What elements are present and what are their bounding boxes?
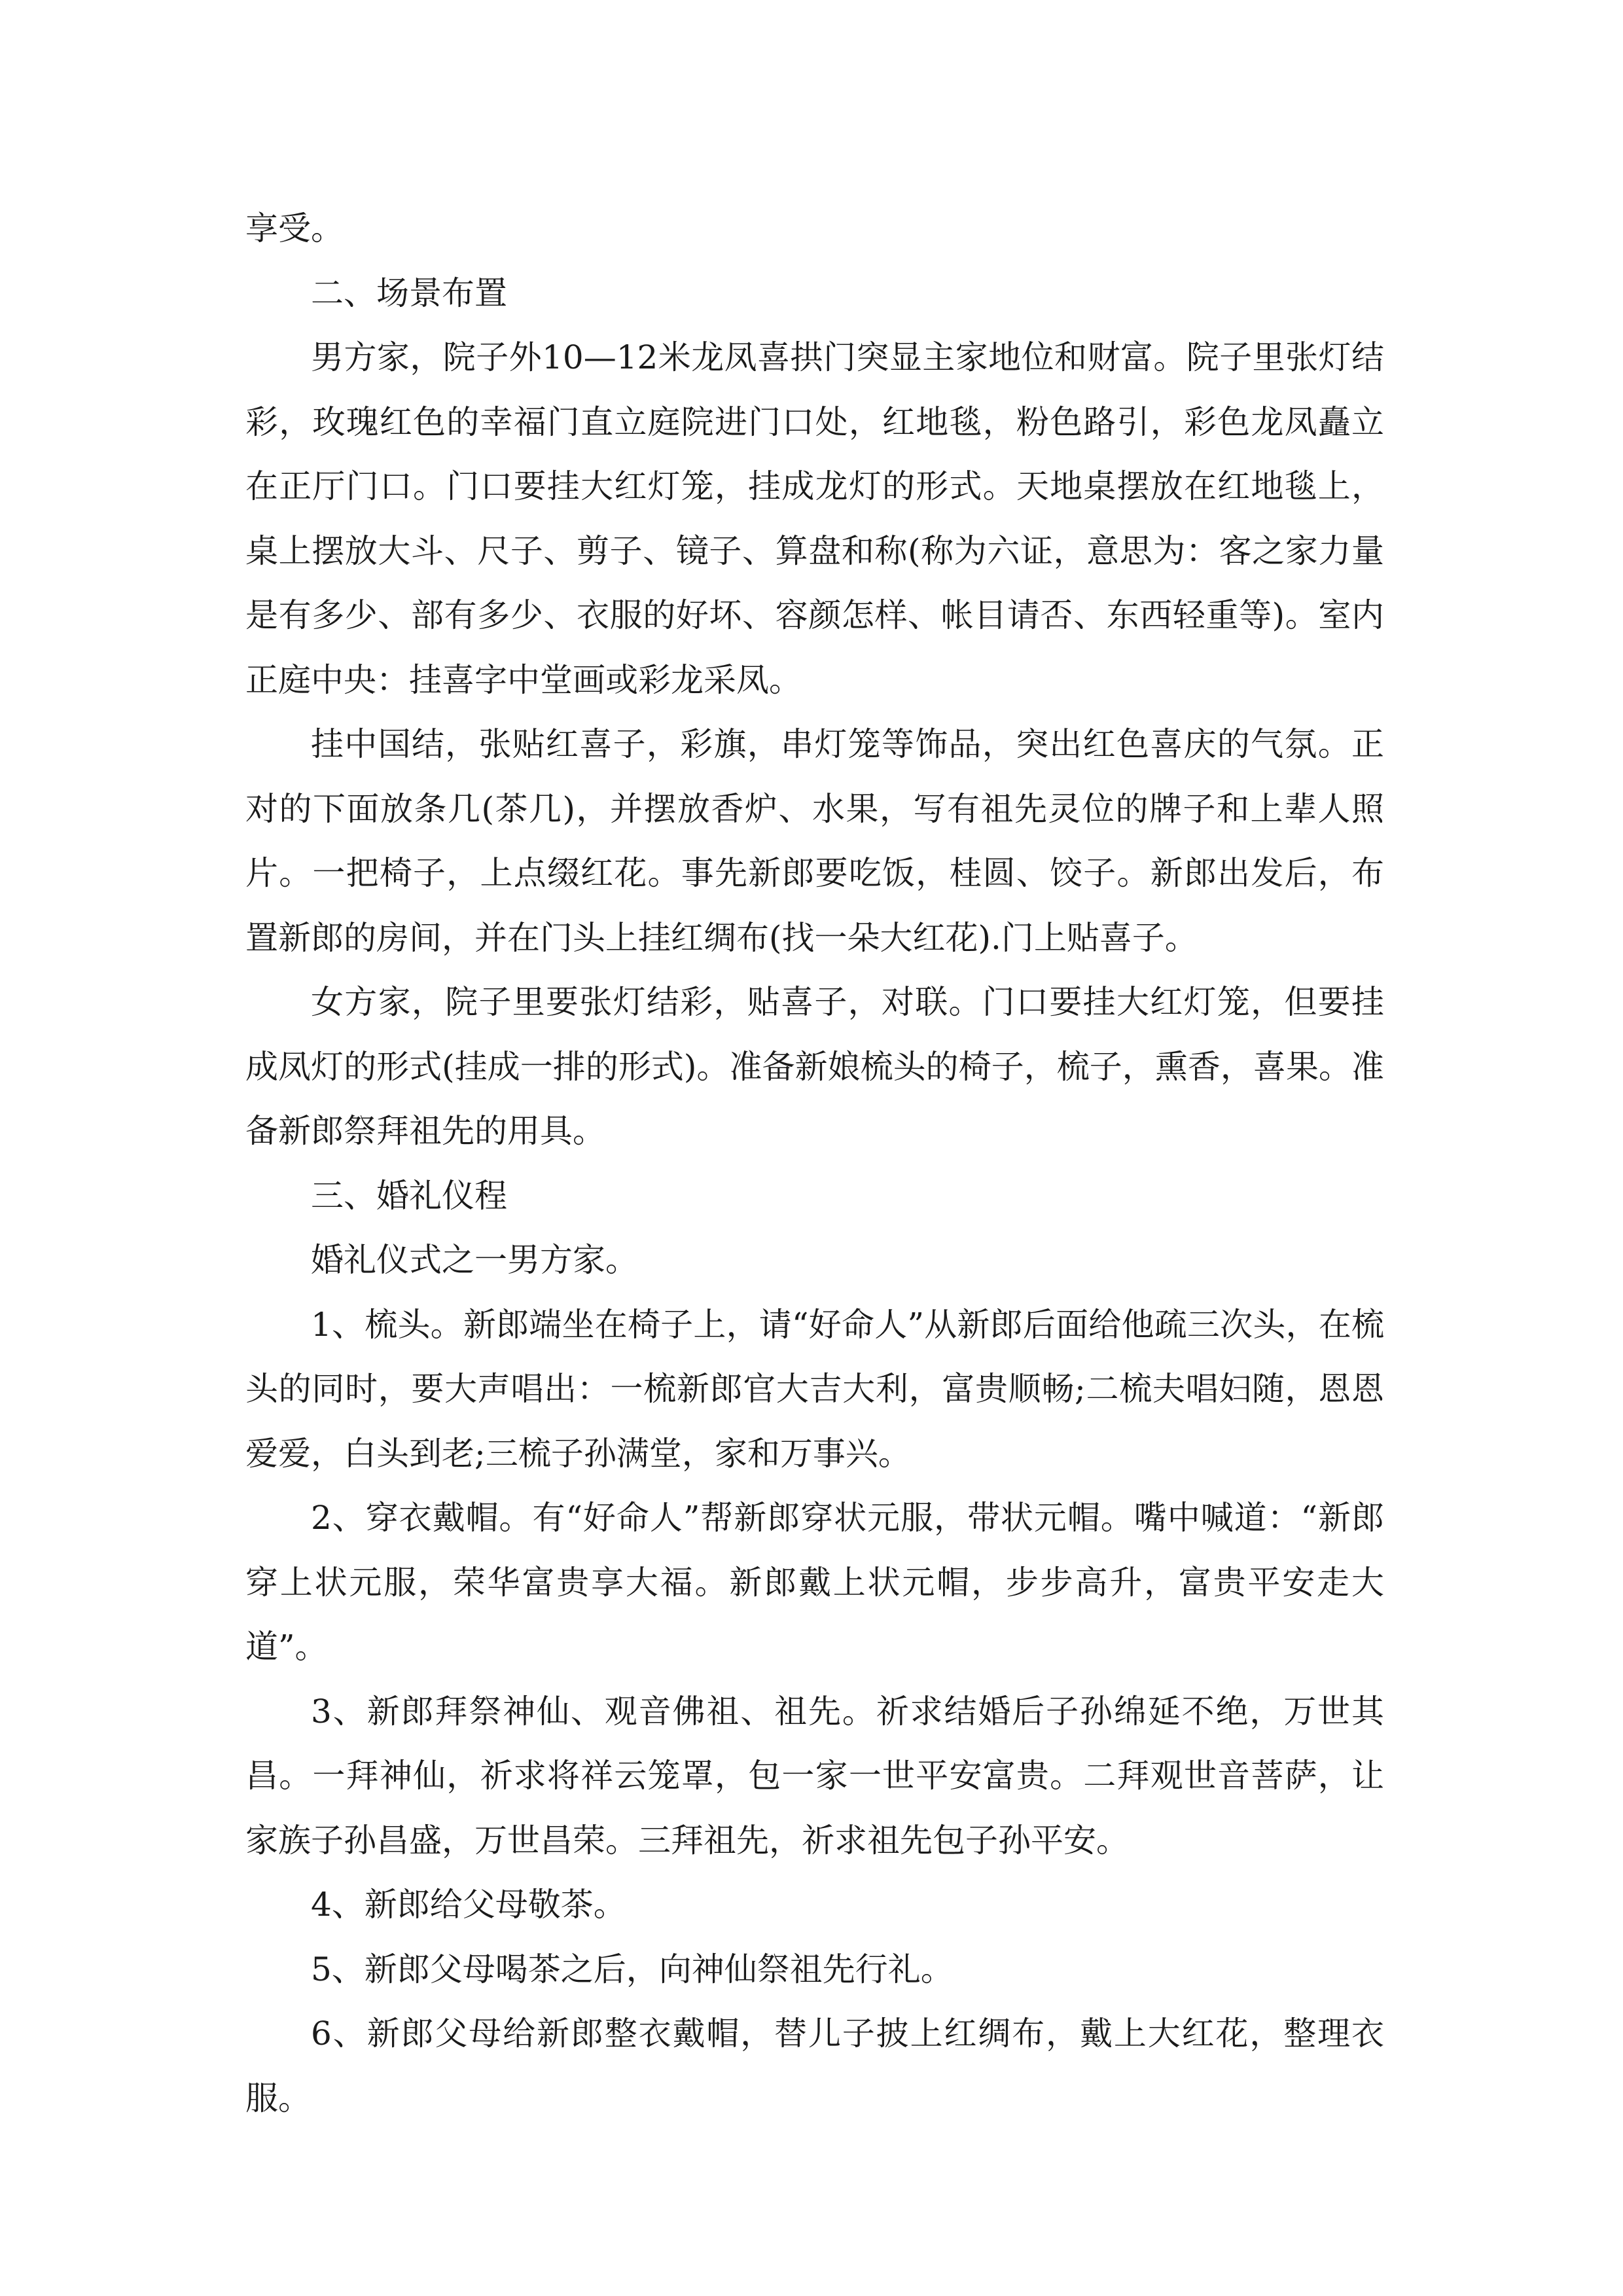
list-item-4: 4、新郎给父母敬茶。 <box>311 1886 626 1924</box>
section-heading-ceremony: 三、婚礼仪程 <box>311 1176 507 1215</box>
list-item-5: 5、新郎父母喝茶之后，向神仙祭祖先行礼。 <box>311 1950 954 1988</box>
list-item-2: 2、穿衣戴帽。有“好命人”帮新郎穿状元服，带状元帽。嘴中喊道：“新郎穿上状元服，荣华富贵享大福。新郎戴上状元帽，步步高升，富贵平安走大道”。 <box>245 1499 1384 1666</box>
paragraph-1: 享受。 <box>245 209 344 247</box>
paragraph-bride-home-setup: 女方家，院子里要张灯结彩，贴喜子，对联。门口要挂大红灯笼，但要挂成凤灯的形式(挂成一排的形式)。准备新娘梳头的椅子，梳子，熏香，喜果。准备新郎祭拜祖先的用具。 <box>245 983 1384 1150</box>
list-item-3: 3、新郎拜祭神仙、观音佛祖、祖先。祈求结婚后子孙绵延不绝，万世其昌。一拜神仙，祈求将祥云笼罩，包一家一世平安富贵。二拜观世音菩萨，让家族子孙昌盛，万世昌荣。三拜祖先，祈求祖先包子孙平安。 <box>245 1692 1384 1859</box>
section-heading-scene-setup: 二、场景布置 <box>311 274 507 312</box>
paragraph-ceremony-intro: 婚礼仪式之一男方家。 <box>311 1241 638 1279</box>
list-item-6: 6、新郎父母给新郎整衣戴帽，替儿子披上红绸布，戴上大红花，整理衣服。 <box>245 2015 1384 2117</box>
document-body <box>245 196 1384 2130</box>
list-item-1: 1、梳头。新郎端坐在椅子上，请“好命人”从新郎后面给他疏三次头，在梳头的同时，要大声唱出：一梳新郎官大吉大利，富贵顺畅;二梳夫唱妇随，恩恩爱爱，白头到老;三梳子孙满堂，家和万事兴。 <box>245 1305 1384 1473</box>
paragraph-decorations: 挂中国结，张贴红喜子，彩旗，串灯笼等饰品，突出红色喜庆的气氛。正对的下面放条几(茶几)，并摆放香炉、水果，写有祖先灵位的牌子和上辈人照片。一把椅子，上点缀红花。事先新郎要吃饭，桂圆、饺子。新郎出发后，布置新郎的房间，并在门头上挂红绸布(找一朵大红花).门上贴喜子。 <box>245 725 1384 957</box>
paragraph-groom-home-setup: 男方家，院子外10—12米龙凤喜拱门突显主家地位和财富。院子里张灯结彩，玫瑰红色的幸福门直立庭院进门口处，红地毯，粉色路引，彩色龙凤矗立在正厅门口。门口要挂大红灯笼，挂成龙灯的形式。天地桌摆放在红地毯上，桌上摆放大斗、尺子、剪子、镜子、算盘和称(称为六证，意思为：客之家力量是有多少、部有多少、衣服的好坏、容颜怎样、帐目请否、东西轻重等)。室内正庭中央：挂喜字中堂画或彩龙采凤。 <box>245 338 1384 699</box>
